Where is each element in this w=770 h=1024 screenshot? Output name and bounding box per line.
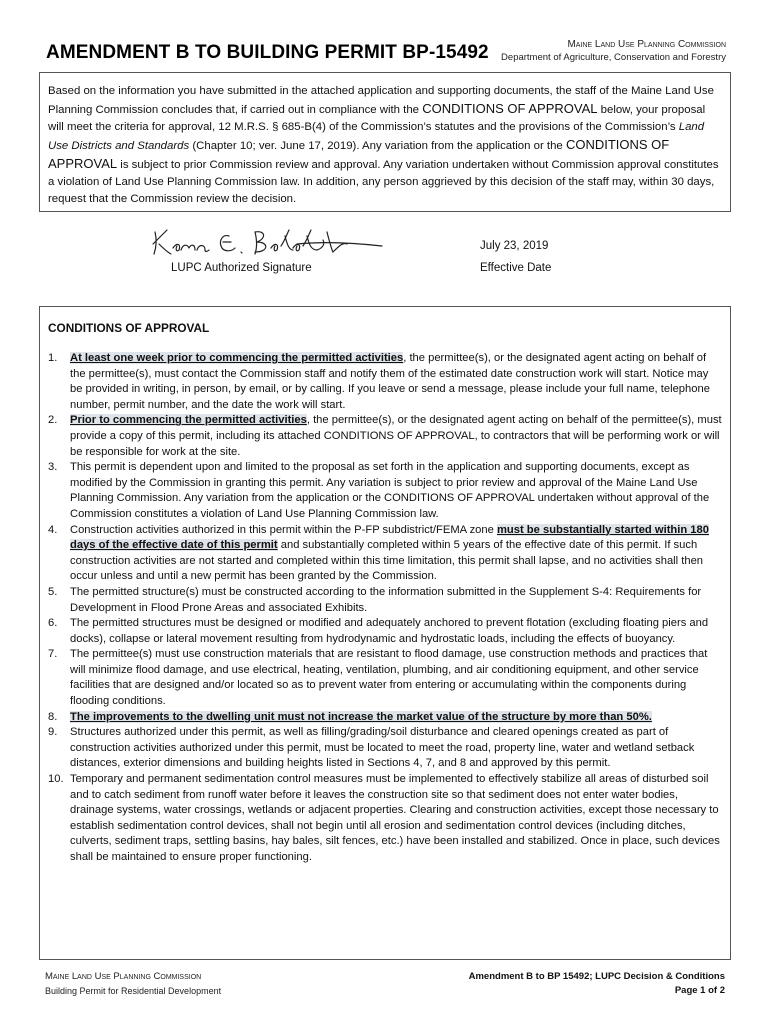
footer-doc-title: Amendment B to BP 15492; LUPC Decision & Conditions xyxy=(468,971,725,982)
intro-text-4: is subject to prior Commission review and approval. Any variation undertaken without Commission approval constitutes a violation of Land Use Planning Commission law. In addition, any person aggrieved by this decision of the staff may, within 30 days, request that the Commission review the decision. xyxy=(48,159,719,205)
footer-doc-type: Building Permit for Residential Development xyxy=(45,986,222,996)
intro-text-2: below, your proposal will meet the criteria for approval, 12 M.R.S. § 685-B(4) of the Commission’s statutes and the provisions of the Commission’s xyxy=(48,104,706,133)
condition-item xyxy=(48,585,722,616)
signature-section xyxy=(39,212,731,290)
footer-agency: Maine Land Use Planning Commission xyxy=(45,971,202,982)
condition-highlight: must be substantially started within 180 days of the effective date of this permit xyxy=(70,523,709,552)
condition-number: 3. xyxy=(48,461,58,474)
condition-item xyxy=(48,413,722,460)
condition-text: Structures authorized under this permit, as well as filling/grading/soil disturbance and cleared openings created as part of construction activities authorized under this permit, must be located to meet the road, property line, water and wetland setback distances, exterior dimensions and building heights listed in Sections 4, 7, and 8 and approved by this permit. xyxy=(70,726,695,770)
condition-item xyxy=(48,772,722,866)
condition-number: 2. xyxy=(48,414,58,427)
condition-number: 5. xyxy=(48,585,58,598)
condition-number: 1. xyxy=(48,352,58,364)
intro-text-3: (Chapter 10; ver. June 17, 2019). Any variation from the application or the xyxy=(189,140,566,152)
agency-department: Department of Agriculture, Conservation and Forestry xyxy=(501,52,726,63)
condition-text: , the permittee(s), or the designated agent acting on behalf of the permittee(s), must contact the Commission staff and notify them of the estimated date construction work will start. Notice may be provided in writing, in person, by email, or by calling. If you leave or send a message, please include your full name, telephone number, permit number, and the date the work will start. xyxy=(70,352,710,411)
condition-text: and substantially completed within 5 years of the effective date of this permit. If such construction activities are not started and completed within this time limitation, this permit shall lapse, and no activities shall then occur unless and until a new permit has been granted by the Commission. xyxy=(70,539,704,583)
agency-name: Maine Land Use Planning Commission xyxy=(567,39,726,50)
conditions-list xyxy=(48,351,722,866)
footer-right xyxy=(469,970,725,998)
intro-paragraph xyxy=(48,83,723,208)
condition-item xyxy=(48,616,722,647)
condition-number: 9. xyxy=(48,726,58,739)
effective-date-label: Effective Date xyxy=(480,262,552,274)
condition-text-pre: Construction activities authorized in this permit within the P-FP subdistrict/FEMA zone xyxy=(70,523,497,536)
condition-number: 6. xyxy=(48,617,58,630)
handwritten-signature-icon xyxy=(147,222,397,262)
intro-conditions-ref-2: CONDITIONS OF APPROVAL xyxy=(48,137,670,171)
condition-text: , the permittee(s), or the designated agent acting on behalf of the permittee(s), must provide a copy of this permit, including its attached CONDITIONS OF APPROVAL, to contractors that will be performing work or will be responsible for work at the site. xyxy=(70,414,722,458)
condition-text: The permitted structure(s) must be constructed according to the information submitted in the Supplement S-4: Requirements for Development in Flood Prone Areas and associated Exhibits. xyxy=(70,585,702,614)
condition-number: 7. xyxy=(48,648,58,661)
conditions-heading: CONDITIONS OF APPROVAL xyxy=(48,321,210,335)
signature-label: LUPC Authorized Signature xyxy=(171,262,312,274)
footer-left xyxy=(45,970,221,998)
page-number: Page 1 of 2 xyxy=(674,985,725,996)
agency-block xyxy=(501,38,726,64)
condition-text: The permitted structures must be designed or modified and adequately anchored to prevent flotation (excluding floating piers and docks), collapse or lateral movement resulting from hydrodynamic and hydrostatic loads, including the effects of buoyancy. xyxy=(70,617,709,645)
intro-section xyxy=(39,72,731,212)
condition-highlight: At least one week prior to commencing the permitted activities xyxy=(70,352,404,364)
condition-item xyxy=(48,351,722,413)
intro-rules-title: Land Use Districts and Standards xyxy=(48,121,705,152)
effective-date: July 23, 2019 xyxy=(480,240,549,252)
condition-item xyxy=(48,725,722,772)
condition-text: The permittee(s) must use construction materials that are resistant to flood damage, use construction methods and practices that will minimize flood damage, and use electrical, heating, ventilation, plumbing, and air conditioning equipment, and other service facilities that are designed and/or located so as to prevent water from entering or accumulating within the components during flooding conditions. xyxy=(70,648,708,708)
condition-text: This permit is dependent upon and limited to the proposal as set forth in the application and supporting documents, except as modified by the Commission in granting this permit. Any variation is subject to prior review and approval of the Maine Land Use Planning Commission. Any variation from the application or the CONDITIONS OF APPROVAL undertaken without approval of the Commission constitutes a violation of Land Use Planning Commission law. xyxy=(70,461,710,520)
condition-highlight: The improvements to the dwelling unit must not increase the market value of the structure by more than 50%. xyxy=(70,710,652,723)
document-title: AMENDMENT B TO BUILDING PERMIT BP-15492 xyxy=(46,42,489,63)
conditions-section xyxy=(39,306,731,960)
condition-item xyxy=(48,647,722,709)
condition-item xyxy=(48,460,722,522)
condition-text: Temporary and permanent sedimentation control measures must be implemented to effectively stabilize all areas of disturbed soil and to catch sediment from runoff water before it leaves the construction site so that sediment does not enter water bodies, drainage systems, water crossings, wetlands or adjacent properties. Clearing and construction activities, except those necessary to establish sedimentation control devices, shall not begin until all erosion and sedimentation control devices (including ditches, culverts, sediment traps, settling basins, hay bales, silt fences, etc.) have been installed and stabilized. Once in place, such devices shall be maintained to ensure proper functioning. xyxy=(70,773,720,863)
intro-text-1: Based on the information you have submitted in the attached application and supporting documents, the staff of the Maine Land Use Planning Commission concludes that, if carried out in compliance with the xyxy=(48,85,714,116)
condition-item xyxy=(48,710,722,726)
condition-highlight: Prior to commencing the permitted activities xyxy=(70,414,307,427)
condition-item xyxy=(48,523,722,585)
condition-number: 10. xyxy=(48,773,64,786)
condition-number: 8. xyxy=(48,710,58,723)
condition-number: 4. xyxy=(48,523,58,536)
intro-conditions-ref: CONDITIONS OF APPROVAL xyxy=(422,101,598,116)
